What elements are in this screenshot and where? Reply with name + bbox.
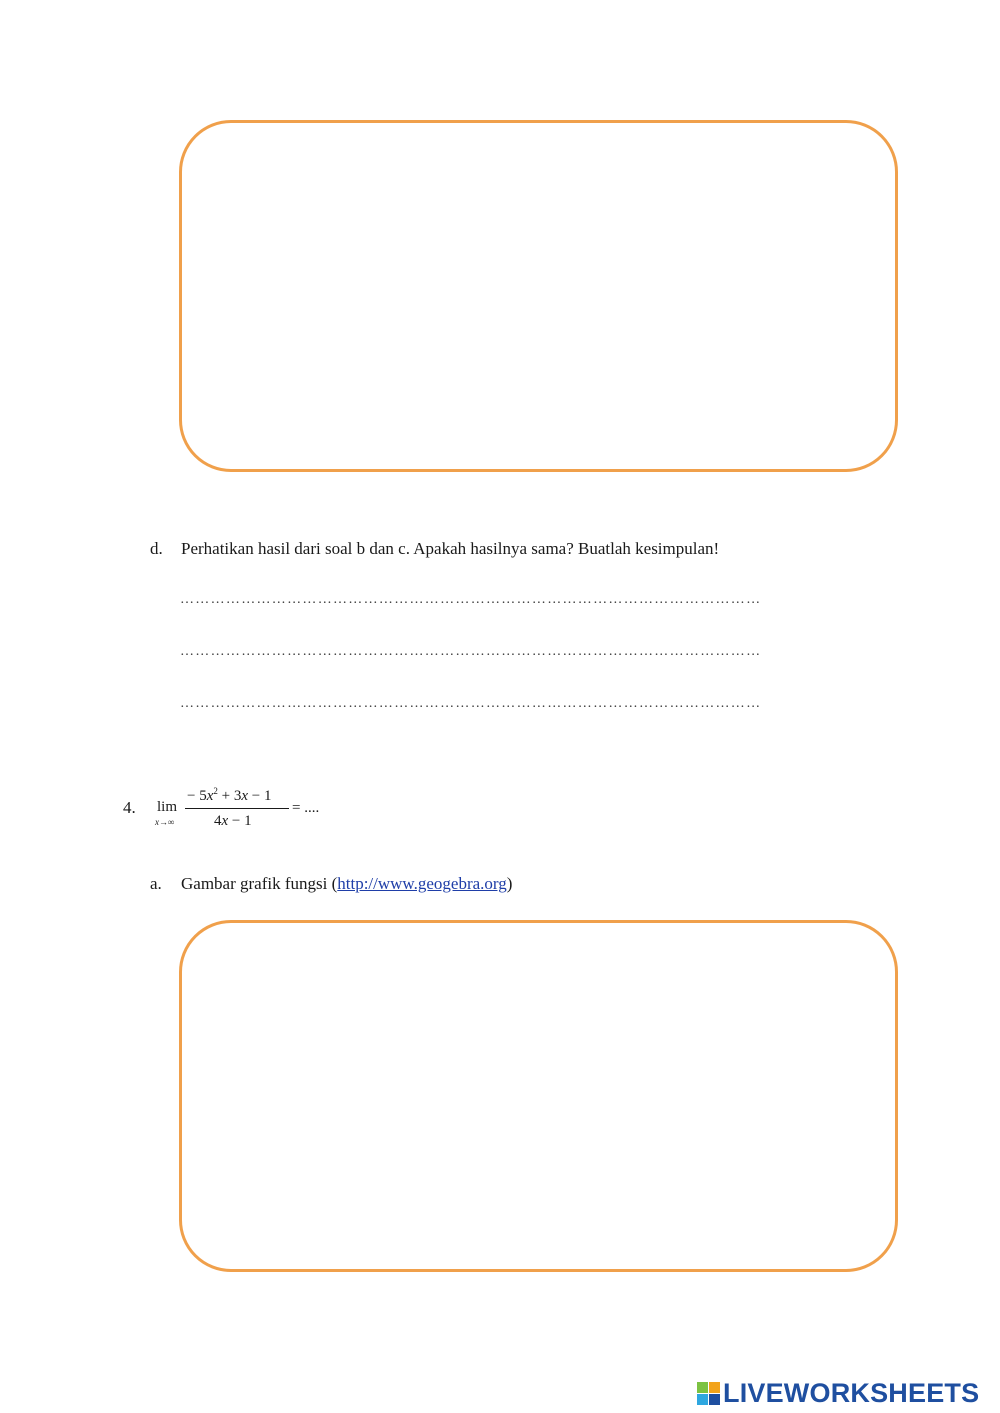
numerator-part-2: + 3 (217, 788, 242, 804)
limit-operator: lim (157, 799, 178, 815)
logo-square-2 (709, 1382, 720, 1393)
answer-line-1[interactable]: …………………………………………………………………………………………………… (180, 592, 762, 607)
limit-subscript: x→∞ (155, 817, 175, 827)
fraction-denominator (214, 812, 252, 830)
logo-square-4 (709, 1394, 720, 1405)
question-d-letter: d. (150, 539, 163, 558)
numerator-variable-2: x (241, 788, 249, 804)
fraction-numerator (187, 787, 272, 805)
numerator-exponent: 2 (213, 786, 218, 796)
question-4-number: 4. (123, 798, 136, 817)
logo-square-1 (697, 1382, 708, 1393)
logo-text: LIVEWORKSHEETS (723, 1378, 980, 1408)
answer-line-2[interactable]: …………………………………………………………………………………………………… (180, 644, 762, 659)
question-4a-prefix: Gambar grafik fungsi ( (181, 874, 338, 893)
numerator-variable-1: x (206, 788, 214, 804)
formula-rhs: = .... (292, 800, 320, 816)
geogebra-link[interactable]: http://www.geogebra.org (337, 874, 507, 893)
question-d-text: Perhatikan hasil dari soal b dan c. Apakah hasilnya sama? Buatlah kesimpulan! (181, 539, 720, 558)
answer-box-top[interactable] (179, 120, 898, 472)
denominator-part-1: 4 (214, 813, 222, 829)
question-4a-letter: a. (150, 874, 162, 893)
numerator-part-3: − 1 (248, 788, 272, 804)
answer-box-bottom[interactable] (179, 920, 898, 1272)
fraction-bar (185, 808, 289, 809)
logo-mark-icon (697, 1382, 720, 1405)
denominator-variable: x (221, 813, 229, 829)
logo-square-3 (697, 1394, 708, 1405)
question-4a-text (181, 874, 512, 894)
numerator-part-1: − 5 (187, 788, 207, 804)
answer-line-3[interactable]: …………………………………………………………………………………………………… (180, 696, 762, 711)
denominator-part-2: − 1 (228, 813, 252, 829)
liveworksheets-logo (697, 1378, 979, 1408)
question-4a-suffix: ) (506, 874, 513, 893)
